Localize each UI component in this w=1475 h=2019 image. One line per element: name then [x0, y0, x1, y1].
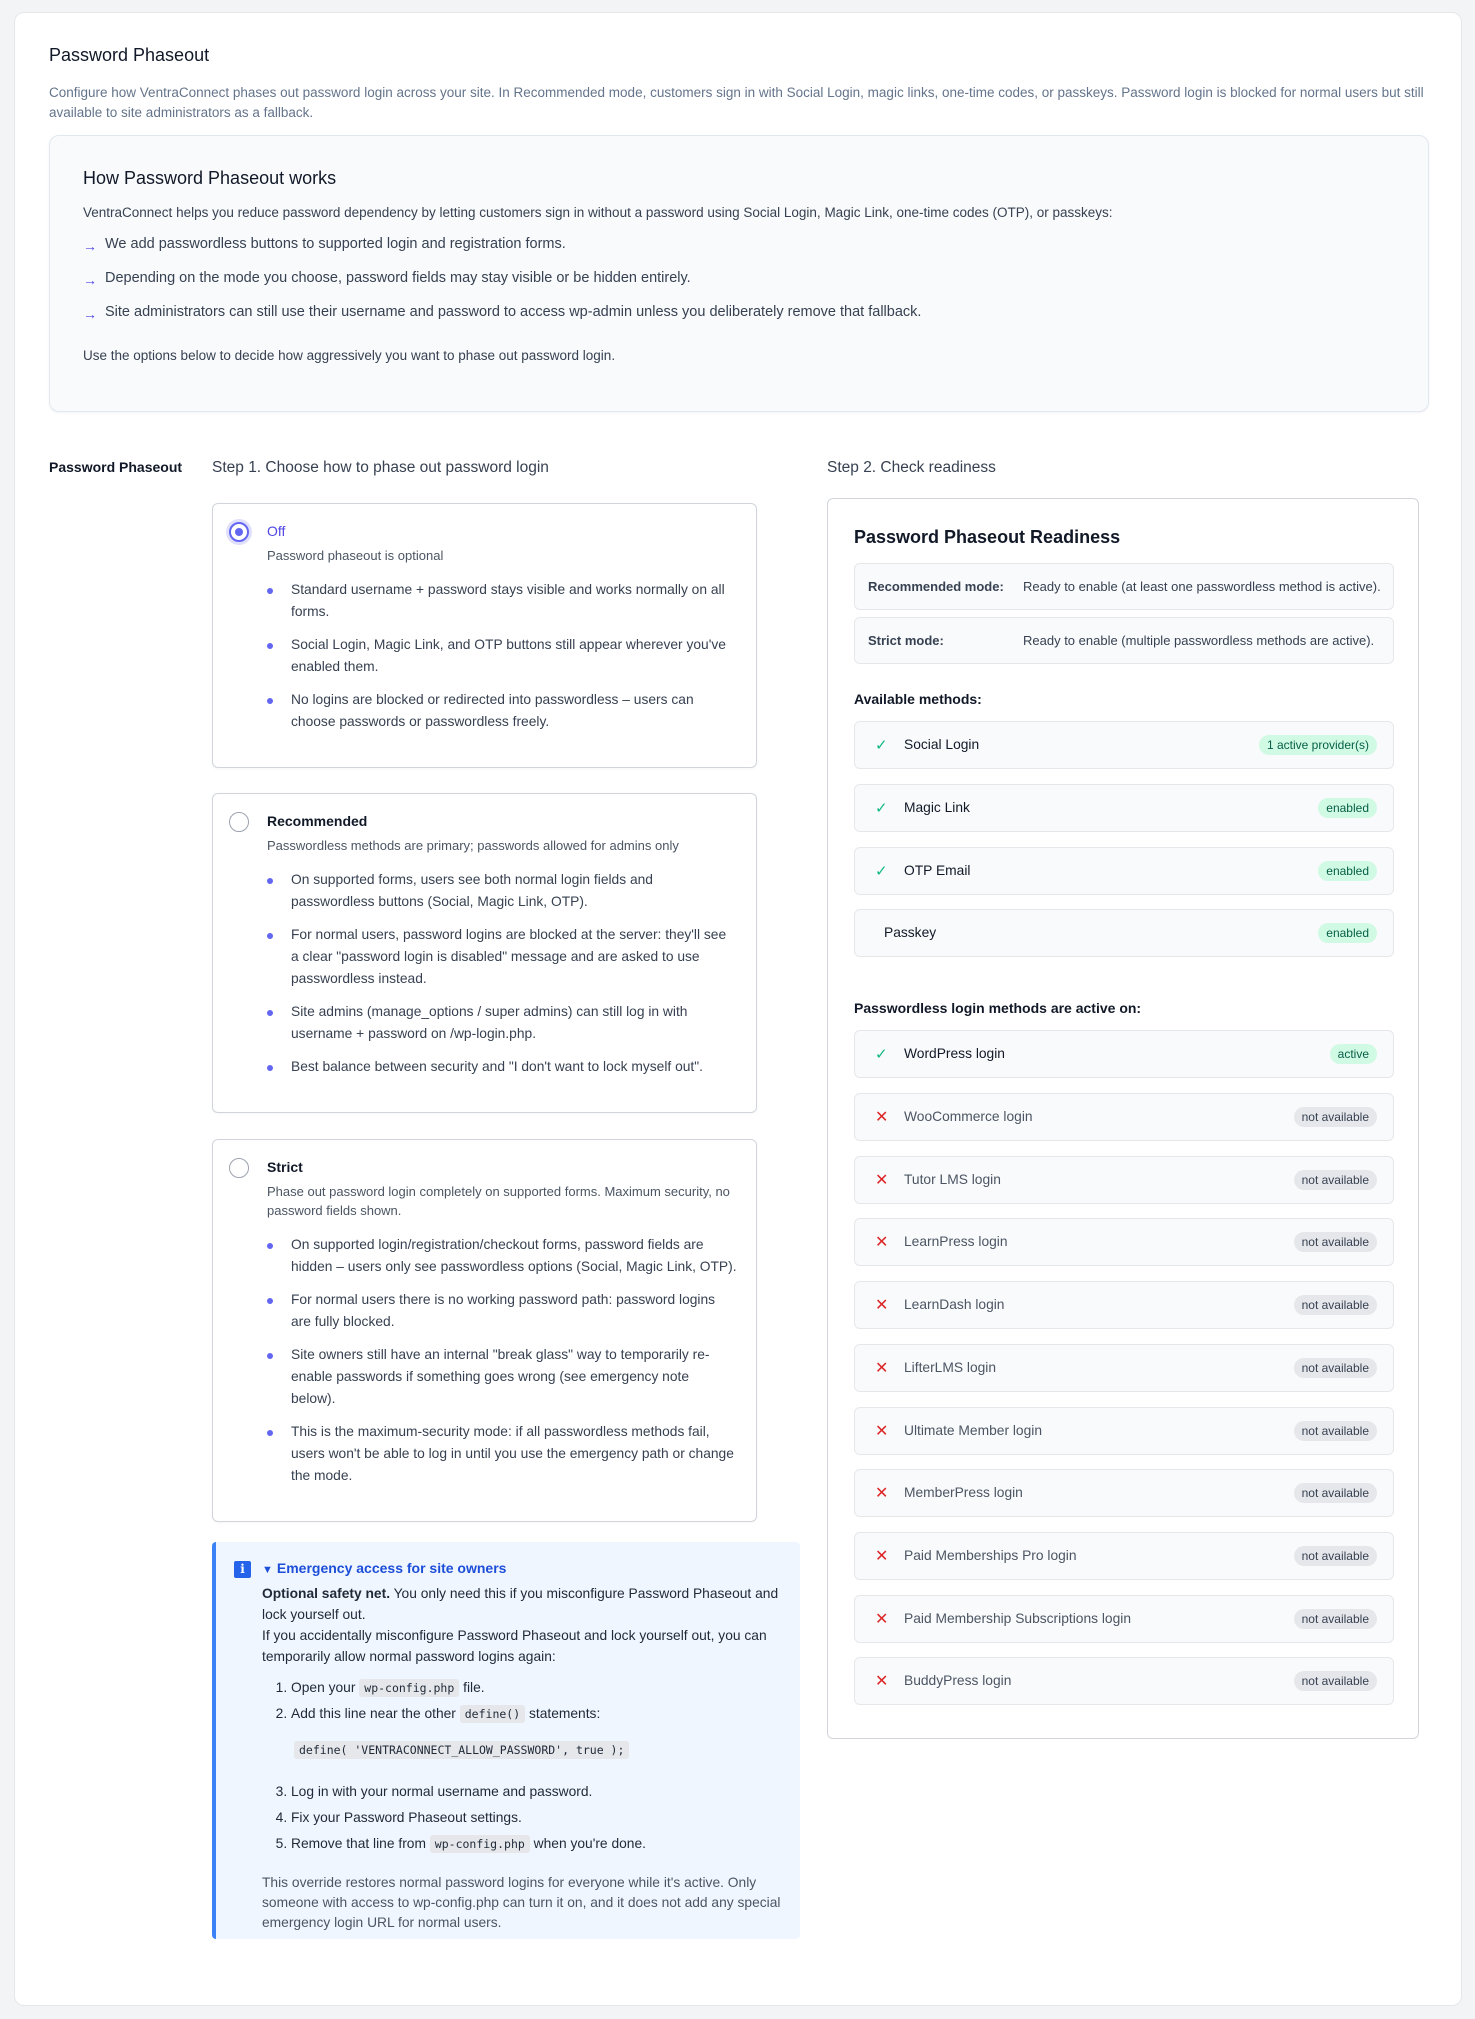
radio-strict[interactable] [229, 1158, 249, 1178]
settings-page [14, 12, 1462, 2006]
info-icon: i [234, 1561, 251, 1578]
status-badge: not available [1294, 1358, 1377, 1378]
check-icon: ✓ [875, 1046, 888, 1063]
cross-icon: ✕ [875, 1172, 889, 1189]
option-point: Site owners still have an internal "break glass" way to temporarily re-enable passwords if something goes wrong (see emergency note below). [267, 1344, 737, 1410]
option-subtitle: Password phaseout is optional [267, 548, 444, 563]
how-point: → We add passwordless buttons to supported login and registration forms. [83, 236, 566, 254]
step2-title: Step 2. Check readiness [827, 459, 996, 476]
page-title: Password Phaseout [49, 45, 210, 65]
cross-icon: ✕ [875, 1109, 889, 1126]
method-otp-email: ✓ OTP Email enabled [854, 847, 1394, 895]
integration-lifterlms: ✕ LifterLMS login not available [854, 1344, 1394, 1392]
readiness-title: Password Phaseout Readiness [854, 527, 1121, 547]
option-points [267, 869, 737, 1089]
methods-title: Available methods: [854, 691, 982, 707]
active-on-title: Passwordless login methods are active on: [854, 1000, 1142, 1016]
option-point: For normal users there is no working password path: password logins are fully blocked. [267, 1289, 737, 1333]
option-point: Social Login, Magic Link, and OTP buttons still appear wherever you've enabled them. [267, 634, 737, 678]
option-subtitle: Passwordless methods are primary; passwords allowed for admins only [267, 838, 679, 853]
option-strict[interactable] [212, 1139, 757, 1522]
option-title: Strict [267, 1159, 303, 1175]
integration-buddypress: ✕ BuddyPress login not available [854, 1657, 1394, 1705]
method-passkey: Passkey enabled [854, 909, 1394, 957]
method-magic-link: ✓ Magic Link enabled [854, 784, 1394, 832]
integration-learndash: ✕ LearnDash login not available [854, 1281, 1394, 1329]
field-label: Password Phaseout [49, 459, 183, 475]
status-badge: not available [1294, 1483, 1377, 1503]
status-badge: enabled [1318, 923, 1377, 943]
check-icon: ✓ [875, 737, 888, 754]
safety-note: Optional safety net. You only need this if you misconfigure Password Phaseout and lock yourself out. [262, 1586, 779, 1622]
how-points [83, 236, 921, 338]
option-title: Recommended [267, 813, 368, 829]
integration-pmpro: ✕ Paid Memberships Pro login not available [854, 1532, 1394, 1580]
status-badge: not available [1294, 1295, 1377, 1315]
integration-woocommerce: ✕ WooCommerce login not available [854, 1093, 1394, 1141]
status-badge: not available [1294, 1107, 1377, 1127]
emergency-toggle[interactable]: ▼ Emergency access for site owners [262, 1560, 507, 1576]
emergency-footer: This override restores normal password logins for everyone while it's active. Only someone with access to wp-config.php can turn it on, and it does not add any special emergency login URL for normal users. [262, 1875, 781, 1930]
option-point: Standard username + password stays visible and works normally on all forms. [267, 579, 737, 623]
mode-status-strict: Strict mode: Ready to enable (multiple passwordless methods are active). [854, 617, 1394, 664]
option-subtitle: Phase out password login completely on supported forms. Maximum security, no password fields shown. [267, 1184, 730, 1218]
integration-tutor-lms: ✕ Tutor LMS login not available [854, 1156, 1394, 1204]
cross-icon: ✕ [875, 1673, 889, 1690]
option-point: This is the maximum-security mode: if all passwordless methods fail, users won't be able to log in until you use the emergency path or change the mode. [267, 1421, 737, 1487]
check-icon: ✓ [875, 863, 888, 880]
status-badge: not available [1294, 1170, 1377, 1190]
cross-icon: ✕ [875, 1423, 889, 1440]
radio-recommended[interactable] [229, 812, 249, 832]
emergency-step: 1. Open your wp-config.php file. [291, 1678, 791, 1704]
how-point: → Site administrators can still use their username and password to access wp-admin unless you deliberately remove that fallback. [83, 304, 922, 322]
option-points [267, 1234, 737, 1498]
emergency-step: 3. Log in with your normal username and password. [291, 1782, 791, 1808]
emergency-steps [291, 1678, 791, 1860]
cross-icon: ✕ [875, 1234, 889, 1251]
arrow-right-icon: → [83, 272, 97, 288]
mode-status-recommended: Recommended mode: Ready to enable (at least one passwordless method is active). [854, 563, 1394, 610]
option-points [267, 579, 737, 744]
status-badge: enabled [1318, 861, 1377, 881]
arrow-right-icon: → [83, 238, 97, 254]
option-off[interactable] [212, 503, 757, 768]
status-badge: enabled [1318, 798, 1377, 818]
cross-icon: ✕ [875, 1485, 889, 1502]
emergency-step: 4. Fix your Password Phaseout settings. [291, 1808, 791, 1834]
step1-title: Step 1. Choose how to phase out password login [212, 459, 549, 476]
readiness-card [827, 498, 1419, 1739]
emergency-notice [212, 1542, 800, 1939]
check-icon: ✓ [875, 800, 888, 817]
how-title: How Password Phaseout works [83, 168, 337, 188]
how-intro: VentraConnect helps you reduce password dependency by letting customers sign in without a password using Social Login, Magic Link, one-time codes (OTP), or passkeys: [83, 205, 1113, 220]
status-badge: not available [1294, 1609, 1377, 1629]
integration-ultimate-member: ✕ Ultimate Member login not available [854, 1407, 1394, 1455]
emergency-step: 5. Remove that line from wp-config.php when you're done. [291, 1834, 791, 1860]
cross-icon: ✕ [875, 1611, 889, 1628]
status-badge: active [1330, 1044, 1377, 1064]
code-snippet[interactable]: define( 'VENTRACONNECT_ALLOW_PASSWORD', true ); [294, 1741, 629, 1759]
option-point: Site admins (manage_options / super admins) can still log in with username + password on /wp-login.php. [267, 1001, 737, 1045]
status-badge: not available [1294, 1421, 1377, 1441]
integration-wordpress: ✓ WordPress login active [854, 1030, 1394, 1078]
page-description: Configure how VentraConnect phases out password login across your site. In Recommended mode, customers sign in with Social Login, magic links, one-time codes, or passkeys. Password login is blocked for normal users but still available to site administrators as a fallback. [49, 85, 1424, 120]
how-outro: Use the options below to decide how aggressively you want to phase out password login. [83, 348, 616, 363]
arrow-right-icon: → [83, 306, 97, 322]
option-title: Off [267, 523, 286, 539]
status-badge: not available [1294, 1232, 1377, 1252]
integration-learnpress: ✕ LearnPress login not available [854, 1218, 1394, 1266]
how-point: → Depending on the mode you choose, password fields may stay visible or be hidden entirely. [83, 270, 691, 288]
option-point: Best balance between security and "I don't want to lock myself out". [267, 1056, 737, 1078]
cross-icon: ✕ [875, 1360, 889, 1377]
option-recommended[interactable] [212, 793, 757, 1113]
integration-memberpress: ✕ MemberPress login not available [854, 1469, 1394, 1517]
option-point: On supported login/registration/checkout forms, password fields are hidden – users only see passwordless options (Social, Magic Link, OTP). [267, 1234, 737, 1278]
integration-pms: ✕ Paid Membership Subscriptions login not available [854, 1595, 1394, 1643]
emergency-intro: If you accidentally misconfigure Password Phaseout and lock yourself out, you can temporarily allow normal password logins again: [262, 1628, 767, 1664]
status-badge: not available [1294, 1546, 1377, 1566]
cross-icon: ✕ [875, 1548, 889, 1565]
option-point: For normal users, password logins are blocked at the server: they'll see a clear "password login is disabled" message and are asked to use passwordless instead. [267, 924, 737, 990]
cross-icon: ✕ [875, 1297, 889, 1314]
status-badge: not available [1294, 1671, 1377, 1691]
radio-off[interactable] [229, 522, 249, 542]
option-point: No logins are blocked or redirected into passwordless – users can choose passwords or passwordless freely. [267, 689, 737, 733]
how-it-works-panel [49, 135, 1429, 412]
status-badge: 1 active provider(s) [1259, 735, 1377, 755]
option-point: On supported forms, users see both normal login fields and passwordless buttons (Social, Magic Link, OTP). [267, 869, 737, 913]
triangle-down-icon: ▼ [262, 1564, 273, 1576]
method-social-login: ✓ Social Login 1 active provider(s) [854, 721, 1394, 769]
emergency-step: 2. Add this line near the other define() statements: [291, 1704, 791, 1782]
